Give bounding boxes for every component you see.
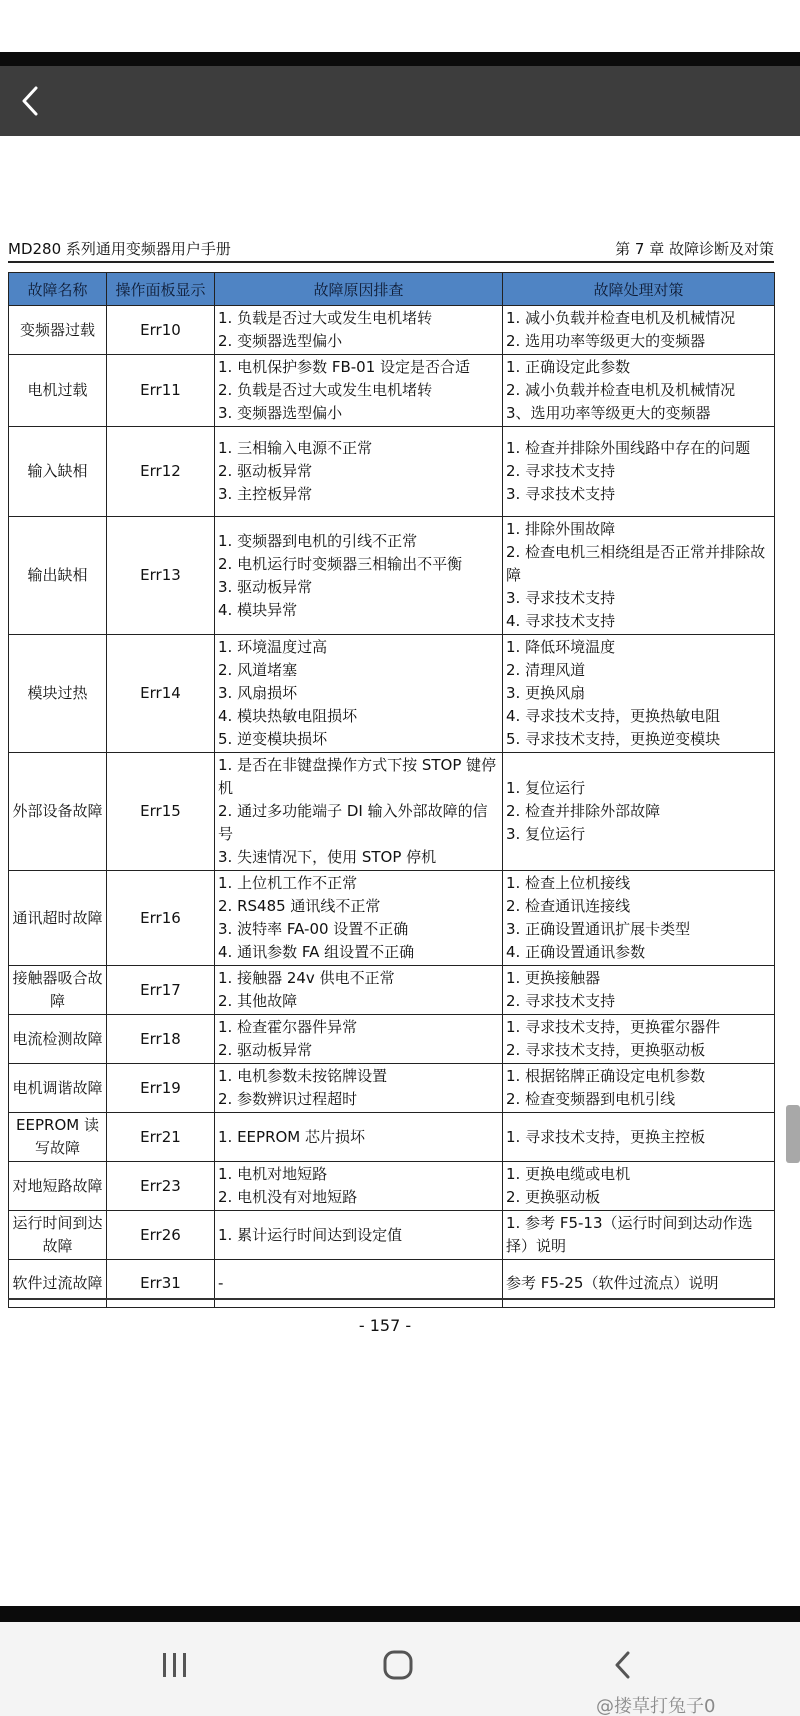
- action-item: 3. 寻求技术支持: [506, 485, 616, 503]
- action-item: 1. 排除外围故障: [506, 520, 616, 538]
- cause-item: 1. 电机对地短路: [218, 1165, 328, 1183]
- fault-name-cell: 电机过载: [9, 355, 107, 427]
- cause-item: 2. 负载是否过大或发生电机堵转: [218, 381, 433, 399]
- cause-cell: [215, 427, 503, 517]
- cause-item: 1. 变频器到电机的引线不正常: [218, 531, 418, 550]
- action-item: 3. 正确设置通讯扩展卡类型: [506, 920, 691, 938]
- cause-item: 1. 电机保护参数 FB-01 设定是否合适: [218, 358, 471, 376]
- panel-code-cell: Err10: [107, 306, 215, 355]
- header-cause: 故障原因排查: [215, 273, 503, 306]
- action-item: 2. 寻求技术支持，更换驱动板: [506, 1041, 706, 1059]
- table-row: [9, 753, 775, 871]
- doc-title: MD280 系列通用变频器用户手册: [8, 240, 231, 258]
- action-item: 2. 更换驱动板: [506, 1188, 601, 1206]
- cause-item: 2. 风道堵塞: [218, 661, 298, 679]
- panel-code-cell: Err23: [107, 1162, 215, 1211]
- table-row: [9, 871, 775, 966]
- cause-item: 1. 是否在非键盘操作方式下按 STOP 键停机: [218, 756, 497, 797]
- action-cell: [503, 1113, 775, 1162]
- action-item: 2. 检查电机三相绕组是否正常并排除故障: [506, 543, 766, 584]
- home-button[interactable]: [358, 1640, 438, 1690]
- action-item: 参考 F5-25（软件过流点）说明: [506, 1274, 719, 1292]
- page-number: - 157 -: [358, 1316, 412, 1335]
- action-cell: [503, 1015, 775, 1064]
- document-page[interactable]: [0, 136, 800, 1614]
- action-cell: [503, 1211, 775, 1260]
- cause-cell: [215, 1113, 503, 1162]
- cause-item: 4. 模块异常: [218, 600, 298, 619]
- panel-code-cell: Err31: [107, 1260, 215, 1308]
- panel-code-cell: Err17: [107, 966, 215, 1015]
- cause-item: 3. 主控板异常: [218, 485, 313, 503]
- cause-cell: [215, 517, 503, 635]
- action-item: 1. 寻求技术支持，更换霍尔器件: [506, 1018, 721, 1036]
- action-item: 1. 复位运行: [506, 779, 586, 797]
- panel-code-cell: Err11: [107, 355, 215, 427]
- status-bar-area: [0, 0, 800, 66]
- status-strip: [0, 52, 800, 66]
- cause-item: 2. 变频器选型偏小: [218, 332, 343, 350]
- fault-name-cell: 输出缺相: [9, 517, 107, 635]
- table-row: [9, 517, 775, 635]
- cause-item: 4. 通讯参数 FA 组设置不正确: [218, 943, 415, 961]
- table-row: [9, 306, 775, 355]
- action-cell: [503, 753, 775, 871]
- watermark-text: @搂草打兔子0: [596, 1696, 716, 1716]
- action-cell: [503, 635, 775, 753]
- table-row: [9, 1211, 775, 1260]
- action-item: 1. 降低环境温度: [506, 638, 616, 656]
- cause-item: 3. 驱动板异常: [218, 577, 313, 596]
- cause-item: 2. 电机运行时变频器三相输出不平衡: [218, 554, 463, 573]
- cause-item: 1. EEPROM 芯片损坏: [218, 1127, 366, 1146]
- action-item: 1. 正确设定此参数: [506, 358, 631, 376]
- nav-back-icon: [612, 1649, 634, 1681]
- action-item: 1. 更换接触器: [506, 969, 601, 987]
- cause-cell: [215, 1015, 503, 1064]
- action-item: 1. 减小负载并检查电机及机械情况: [506, 309, 736, 327]
- fault-name-cell: 接触器吸合故障: [9, 966, 107, 1015]
- cause-item: 2. 驱动板异常: [218, 462, 313, 480]
- panel-code-cell: Err26: [107, 1211, 215, 1260]
- action-cell: [503, 871, 775, 966]
- action-item: 4. 寻求技术支持: [506, 612, 616, 630]
- action-item: 1. 寻求技术支持，更换主控板: [506, 1127, 706, 1146]
- action-item: 5. 寻求技术支持，更换逆变模块: [506, 730, 721, 748]
- fault-name-cell: 电机调谐故障: [9, 1064, 107, 1113]
- fault-name-cell: 输入缺相: [9, 427, 107, 517]
- action-cell: [503, 1064, 775, 1113]
- action-item: 3. 更换风扇: [506, 684, 586, 702]
- action-cell: [503, 427, 775, 517]
- footer-rule: [8, 1298, 774, 1300]
- cause-item: 1. 负载是否过大或发生电机堵转: [218, 309, 433, 327]
- cause-cell: [215, 1064, 503, 1113]
- cause-item: 1. 环境温度过高: [218, 638, 328, 656]
- cause-item: 3. 风扇损坏: [218, 684, 298, 702]
- table-row: [9, 1015, 775, 1064]
- cause-item: 1. 上位机工作不正常: [218, 874, 358, 892]
- table-row: [9, 1064, 775, 1113]
- action-item: 2. 检查通讯连接线: [506, 897, 631, 915]
- header-panel-display: 操作面板显示: [107, 273, 215, 306]
- fault-name-cell: 对地短路故障: [9, 1162, 107, 1211]
- chapter-title: 第 7 章 故障诊断及对策: [615, 240, 774, 258]
- cause-item: 2. 参数辨识过程超时: [218, 1090, 358, 1108]
- action-cell: [503, 1162, 775, 1211]
- cause-cell: [215, 355, 503, 427]
- panel-code-cell: Err21: [107, 1113, 215, 1162]
- table-row: [9, 355, 775, 427]
- cause-cell: [215, 753, 503, 871]
- action-item: 1. 根据铭牌正确设定电机参数: [506, 1067, 706, 1085]
- action-item: 2. 清理风道: [506, 661, 586, 679]
- cause-cell: [215, 1162, 503, 1211]
- chevron-left-icon: [19, 84, 41, 118]
- cause-item: 1. 接触器 24v 供电不正常: [218, 969, 395, 987]
- action-cell: [503, 966, 775, 1015]
- cause-cell: [215, 1211, 503, 1260]
- fault-name-cell: 软件过流故障: [9, 1260, 107, 1308]
- table-header-row: [9, 273, 775, 306]
- action-item: 1. 参考 F5-13（运行时间到达动作选择）说明: [506, 1214, 753, 1255]
- table-row: [9, 1162, 775, 1211]
- fault-table: [8, 272, 775, 1308]
- fault-name-cell: 变频器过载: [9, 306, 107, 355]
- action-item: 3. 复位运行: [506, 825, 586, 843]
- fault-name-cell: 模块过热: [9, 635, 107, 753]
- fault-name-cell: 电流检测故障: [9, 1015, 107, 1064]
- cause-item: 4. 模块热敏电阻损坏: [218, 707, 358, 725]
- panel-code-cell: Err16: [107, 871, 215, 966]
- cause-item: -: [218, 1274, 224, 1292]
- cause-item: 1. 三相输入电源不正常: [218, 439, 373, 457]
- cause-item: 2. 驱动板异常: [218, 1041, 313, 1059]
- action-item: 2. 检查变频器到电机引线: [506, 1090, 676, 1108]
- cause-cell: [215, 1260, 503, 1308]
- action-item: 2. 选用功率等级更大的变频器: [506, 332, 706, 350]
- cause-item: 2. 其他故障: [218, 992, 298, 1010]
- bottom-strip: [0, 1606, 800, 1622]
- panel-code-cell: Err19: [107, 1064, 215, 1113]
- cause-cell: [215, 871, 503, 966]
- app-toolbar: [0, 66, 800, 136]
- panel-code-cell: Err15: [107, 753, 215, 871]
- action-item: 1. 检查上位机接线: [506, 874, 631, 892]
- panel-code-cell: Err13: [107, 517, 215, 635]
- action-item: 1. 更换电缆或电机: [506, 1165, 631, 1183]
- header-rule: [8, 261, 774, 263]
- cause-item: 2. 电机没有对地短路: [218, 1188, 358, 1206]
- cause-item: 1. 电机参数未按铭牌设置: [218, 1067, 388, 1085]
- cause-cell: [215, 966, 503, 1015]
- cause-item: 2. 通过多功能端子 DI 输入外部故障的信号: [218, 802, 488, 843]
- cause-item: 2. RS485 通讯线不正常: [218, 897, 381, 915]
- home-icon: [381, 1648, 415, 1682]
- header-fault-name: 故障名称: [9, 273, 107, 306]
- cause-item: 3. 波特率 FA-00 设置不正确: [218, 920, 409, 938]
- action-cell: [503, 517, 775, 635]
- recents-button[interactable]: [135, 1640, 215, 1690]
- cause-item: 3. 变频器选型偏小: [218, 404, 343, 422]
- action-item: 1. 检查并排除外围线路中存在的问题: [506, 439, 751, 457]
- action-cell: [503, 355, 775, 427]
- action-item: 3、选用功率等级更大的变频器: [506, 404, 711, 422]
- scrollbar-thumb[interactable]: [786, 1105, 800, 1163]
- back-button[interactable]: [0, 66, 60, 136]
- cause-cell: [215, 635, 503, 753]
- fault-name-cell: 通讯超时故障: [9, 871, 107, 966]
- fault-name-cell: EEPROM 读写故障: [9, 1113, 107, 1162]
- table-row: [9, 635, 775, 753]
- table-row: [9, 1113, 775, 1162]
- action-item: 2. 寻求技术支持: [506, 992, 616, 1010]
- cause-item: 3. 失速情况下，使用 STOP 停机: [218, 848, 437, 866]
- header-action: 故障处理对策: [503, 273, 775, 306]
- cause-item: 1. 累计运行时间达到设定值: [218, 1225, 403, 1244]
- table-row: [9, 1260, 775, 1308]
- panel-code-cell: Err12: [107, 427, 215, 517]
- fault-name-cell: 外部设备故障: [9, 753, 107, 871]
- action-cell: [503, 306, 775, 355]
- action-item: 4. 正确设置通讯参数: [506, 943, 646, 961]
- action-item: 4. 寻求技术支持，更换热敏电阻: [506, 707, 721, 725]
- action-item: 3. 寻求技术支持: [506, 589, 616, 607]
- doc-header: [8, 231, 774, 259]
- table-row: [9, 966, 775, 1015]
- recents-icon: [158, 1650, 192, 1680]
- action-cell: [503, 1260, 775, 1308]
- table-row: [9, 427, 775, 517]
- fault-name-cell: 运行时间到达故障: [9, 1211, 107, 1260]
- action-item: 2. 检查并排除外部故障: [506, 802, 661, 820]
- panel-code-cell: Err14: [107, 635, 215, 753]
- cause-item: 1. 检查霍尔器件异常: [218, 1018, 358, 1036]
- watermark: [596, 1692, 715, 1716]
- cause-cell: [215, 306, 503, 355]
- panel-code-cell: Err18: [107, 1015, 215, 1064]
- nav-back-button[interactable]: [583, 1640, 663, 1690]
- cause-item: 5. 逆变模块损坏: [218, 730, 328, 748]
- action-item: 2. 减小负载并检查电机及机械情况: [506, 381, 736, 399]
- action-item: 2. 寻求技术支持: [506, 462, 616, 480]
